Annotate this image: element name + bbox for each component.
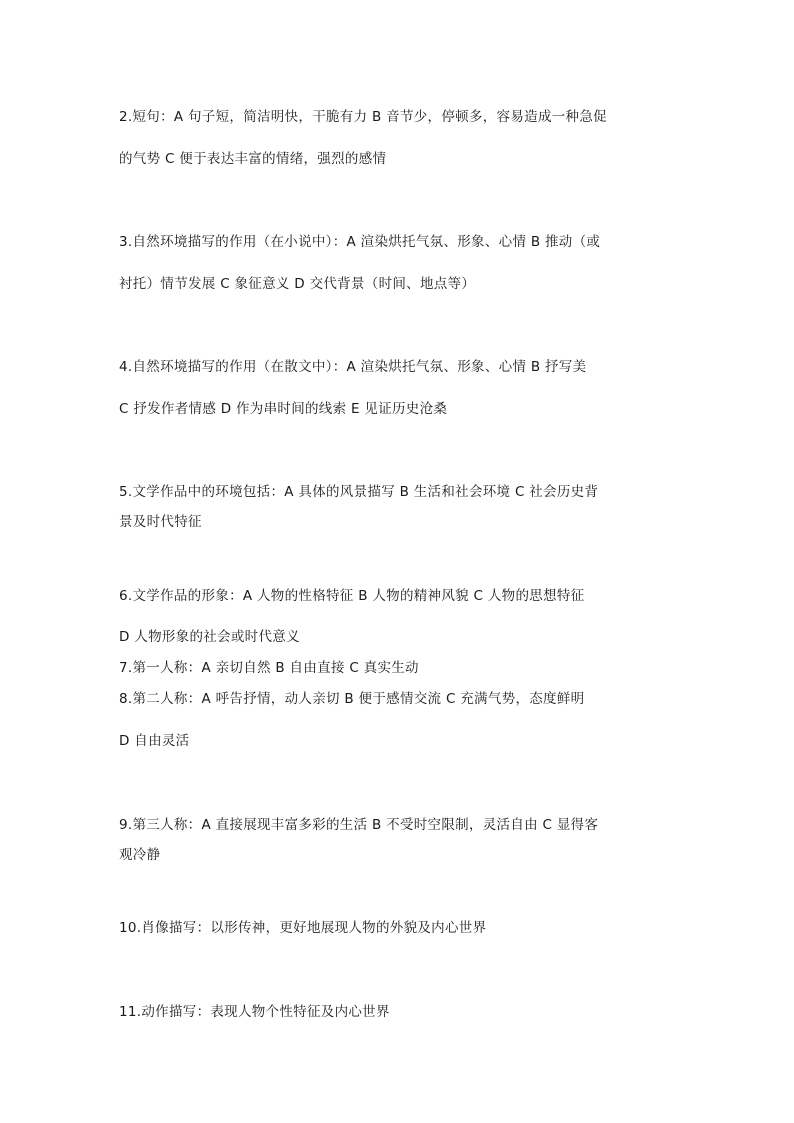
item-10-line-1: 10.肖像描写：以形传神，更好地展现人物的外貌及内心世界 bbox=[119, 920, 487, 936]
item-5-line-1: 5.文学作品中的环境包括：A 具体的风景描写 B 生活和社会环境 C 社会历史背 bbox=[119, 484, 599, 500]
item-7-line-1: 7.第一人称：A 亲切自然 B 自由直接 C 真实生动 bbox=[119, 660, 419, 676]
item-6-line-1: 6.文学作品的形象：A 人物的性格特征 B 人物的精神风貌 C 人物的思想特征 bbox=[119, 588, 585, 604]
item-9-line-1: 9.第三人称：A 直接展现丰富多彩的生活 B 不受时空限制，灵活自由 C 显得客 bbox=[119, 817, 599, 833]
item-9-line-2: 观冷静 bbox=[119, 847, 161, 863]
item-4-line-2: C 抒发作者情感 D 作为串时间的线索 E 见证历史沧桑 bbox=[119, 401, 448, 417]
item-3-line-2: 衬托）情节发展 C 象征意义 D 交代背景（时间、地点等） bbox=[119, 276, 476, 292]
item-4-line-1: 4.自然环境描写的作用（在散文中）：A 渲染烘托气氛、形象、心情 B 抒写美 bbox=[119, 359, 587, 375]
item-2-line-2: 的气势 C 便于表达丰富的情绪，强烈的感情 bbox=[119, 151, 387, 167]
item-6-line-2: D 人物形象的社会或时代意义 bbox=[119, 629, 300, 645]
item-8-line-1: 8.第二人称：A 呼告抒情，动人亲切 B 便于感情交流 C 充满气势，态度鲜明 bbox=[119, 691, 585, 707]
item-3-line-1: 3.自然环境描写的作用（在小说中）：A 渲染烘托气氛、形象、心情 B 推动（或 bbox=[119, 234, 601, 250]
item-2-line-1: 2.短句：A 句子短，简洁明快，干脆有力 B 音节少，停顿多，容易造成一种急促 bbox=[119, 109, 607, 125]
item-5-line-2: 景及时代特征 bbox=[119, 514, 202, 530]
item-11-line-1: 11.动作描写：表现人物个性特征及内心世界 bbox=[119, 1004, 390, 1020]
item-8-line-2: D 自由灵活 bbox=[119, 733, 190, 749]
